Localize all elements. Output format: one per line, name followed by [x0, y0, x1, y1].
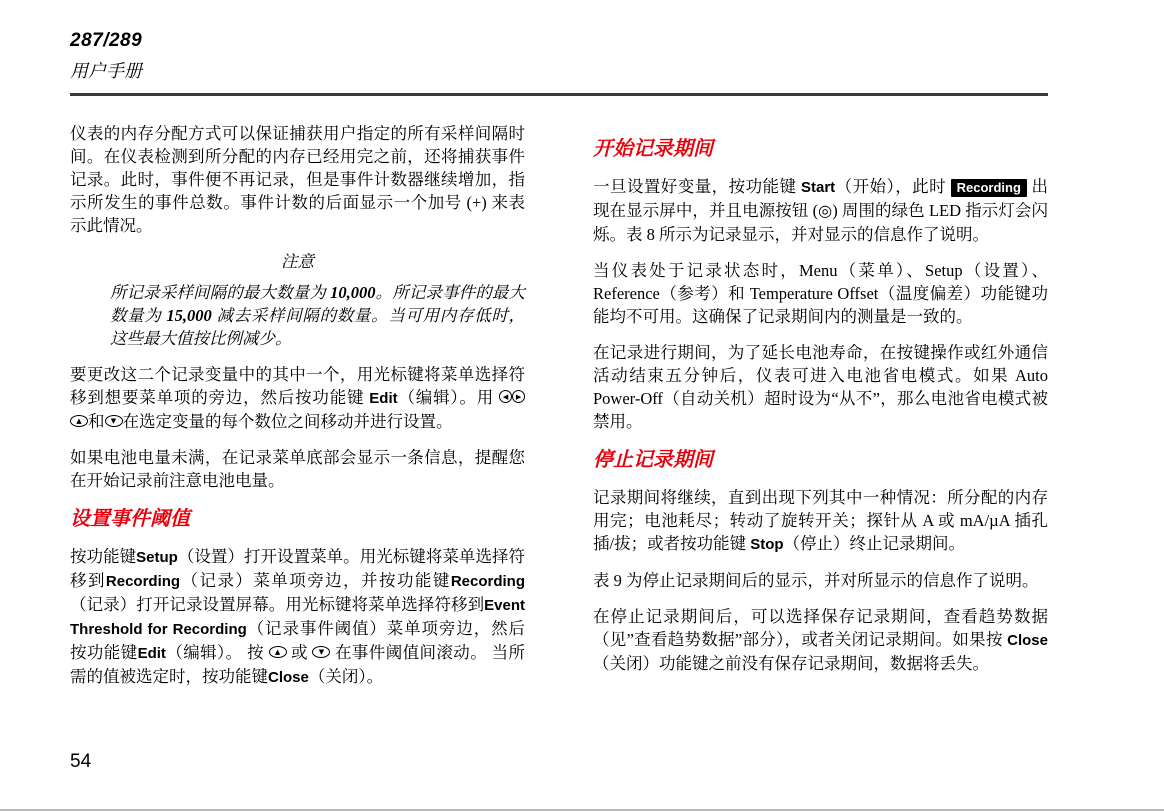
segment-bold: Event Threshold for Recording: [70, 597, 525, 638]
text-segment: （设置）打开设置菜单。用光标键将菜单选择符移到: [70, 547, 526, 590]
text-segment: 和: [88, 412, 105, 431]
note-title: [70, 250, 525, 273]
up-arrow-key-icon: ▲: [70, 415, 88, 427]
text-segment: （关闭）功能键之前没有保存记录期间，数据将丢失。: [593, 654, 989, 673]
text-segment: 或: [286, 643, 313, 662]
down-arrow-key-icon: ▼: [105, 415, 123, 427]
text-segment: （编辑）。 按: [165, 643, 269, 662]
paragraph-table9: [593, 569, 1048, 592]
text-segment: 在记录进行期间，为了延长电池寿命，在按键操作或红外通信活动结束五分钟后，仪表可进入电池省电模式。如果 Auto Power-Off（自动关机）超时设为“从不”，那么电池省电模式被禁用。: [593, 343, 1048, 431]
section-heading-stop-recording: [593, 449, 1048, 472]
text-segment: 表 9 为停止记录期间后的显示，并对所显示的信息作了说明。: [593, 571, 1039, 590]
manual-model-title: 287/289: [70, 30, 143, 51]
manual-subtitle: 用户手册: [70, 61, 142, 81]
down-arrow-key-icon: ▼: [312, 646, 330, 658]
right-arrow-key-icon: ▶: [512, 390, 525, 403]
paragraph-memory-allocation: [70, 122, 525, 237]
text-segment: （开始），此时: [835, 177, 951, 196]
text-segment: 按功能键: [70, 547, 137, 566]
segment-bold: Close: [1007, 632, 1048, 649]
paragraph-stop-recording: [593, 486, 1048, 556]
text-segment: 当仪表处于记录状态时，Menu（菜单）、Setup（设置）、Reference（参考）和 Temperature Offset（温度偏差）功能键功能均不可用。这确保了记录期间内的测量是一致的。: [593, 261, 1048, 326]
paragraph-change-recording-variables: [70, 363, 525, 433]
left-column: [70, 122, 525, 702]
segment-bold: Close: [268, 669, 309, 686]
text-segment: 在事件阈值间滚动。 当所需的值被选定时，按功能键: [70, 643, 526, 686]
page-header: [70, 30, 1048, 96]
text-segment: 出现在显示屏中，并且电源按钮 (: [593, 177, 1049, 220]
power-button-icon: ◎: [818, 203, 833, 220]
segment-bold: Recording: [450, 573, 526, 590]
segment-bold: Edit: [137, 645, 166, 662]
text-segment: 在选定变量的每个数位之间移动并进行设置。: [122, 412, 453, 431]
segment-bold: Setup: [136, 549, 178, 566]
segment-bold-italic: 15,000: [166, 306, 212, 325]
paragraph-after-stop: [593, 605, 1048, 675]
segment-bold: Recording: [105, 573, 181, 590]
text-segment: （记录）菜单项旁边，并按功能键: [180, 571, 451, 590]
text-segment: （记录事件阈值）菜单项旁边，然后按功能键: [70, 619, 525, 662]
left-arrow-key-icon: ◀: [499, 390, 512, 403]
text-segment: 停止记录期间: [593, 449, 713, 471]
two-column-body: [70, 122, 1048, 702]
segment-bold-italic: 10,000: [330, 283, 376, 302]
text-segment: 开始记录期间: [593, 138, 713, 160]
up-arrow-key-icon: ▲: [269, 646, 287, 658]
page-number: 54: [70, 751, 92, 772]
segment-bold: Stop: [750, 536, 784, 553]
text-segment: （编辑）。用: [397, 388, 500, 407]
header-divider: [70, 93, 1048, 96]
recording-indicator-badge: Recording: [951, 179, 1027, 197]
text-segment: 设置事件阈值: [70, 508, 190, 530]
note-body: [110, 281, 525, 350]
text-segment: （停止）终止记录期间。: [783, 534, 966, 553]
text-segment: （关闭）。: [308, 667, 384, 686]
text-segment: 要更改这二个记录变量中的其中一个，用光标键将菜单选择符移到想要菜单项的旁边，然后按功能键: [70, 365, 525, 407]
paragraph-set-event-threshold: [70, 545, 525, 689]
text-segment: 所记录采样间隔的最大数量为: [110, 283, 331, 302]
paragraph-battery-message: [70, 446, 525, 492]
text-segment: 减去采样间隔的数量。当可用内存低时，这些最大值按比例减少。: [110, 306, 526, 348]
text-segment: 。所记录事件的最大数量为: [110, 283, 526, 325]
paragraph-start-recording: [593, 175, 1048, 246]
text-segment: 一旦设置好变量，按功能键: [593, 177, 801, 196]
paragraph-disabled-softkeys: [593, 259, 1048, 328]
paragraph-battery-saver: [593, 341, 1048, 433]
section-heading-start-recording: [593, 138, 1048, 161]
text-segment: 记录期间将继续，直到出现下列其中一种情况：所分配的内存用完；电池耗尽；转动了旋转开关；探针从 A 或 mA/µA 插孔插/拔；或者按功能键: [593, 488, 1048, 553]
segment-bold: Start: [801, 179, 836, 196]
section-heading-set-event-threshold: [70, 508, 525, 531]
text-segment: 在停止记录期间后，可以选择保存记录期间，查看趋势数据（见”查看趋势数据”部分），或者关闭记录期间。如果按: [593, 607, 1048, 649]
text-segment: 注意: [281, 252, 314, 271]
text-segment: （记录）打开记录设置屏幕。用光标键将菜单选择符移到: [70, 595, 485, 614]
text-segment: 如果电池电量未满，在记录菜单底部会显示一条信息，提醒您在开始记录前注意电池电量。: [70, 448, 525, 490]
text-segment: 仪表的内存分配方式可以保证捕获用户指定的所有采样间隔时间。在仪表检测到所分配的内存已经用完之前，还将捕获事件记录。此时，事件便不再记录，但是事件计数器继续增加，指示所发生的事件总数。事件计数的后面显示一个加号 (+) 来表示此情况。: [70, 124, 525, 235]
text-segment: ) 周围的绿色 LED 指示灯会闪烁。表 8 所示为记录显示，并对显示的信息作了说明。: [593, 201, 1048, 244]
segment-bold: Edit: [369, 390, 398, 407]
right-column: [593, 122, 1048, 702]
